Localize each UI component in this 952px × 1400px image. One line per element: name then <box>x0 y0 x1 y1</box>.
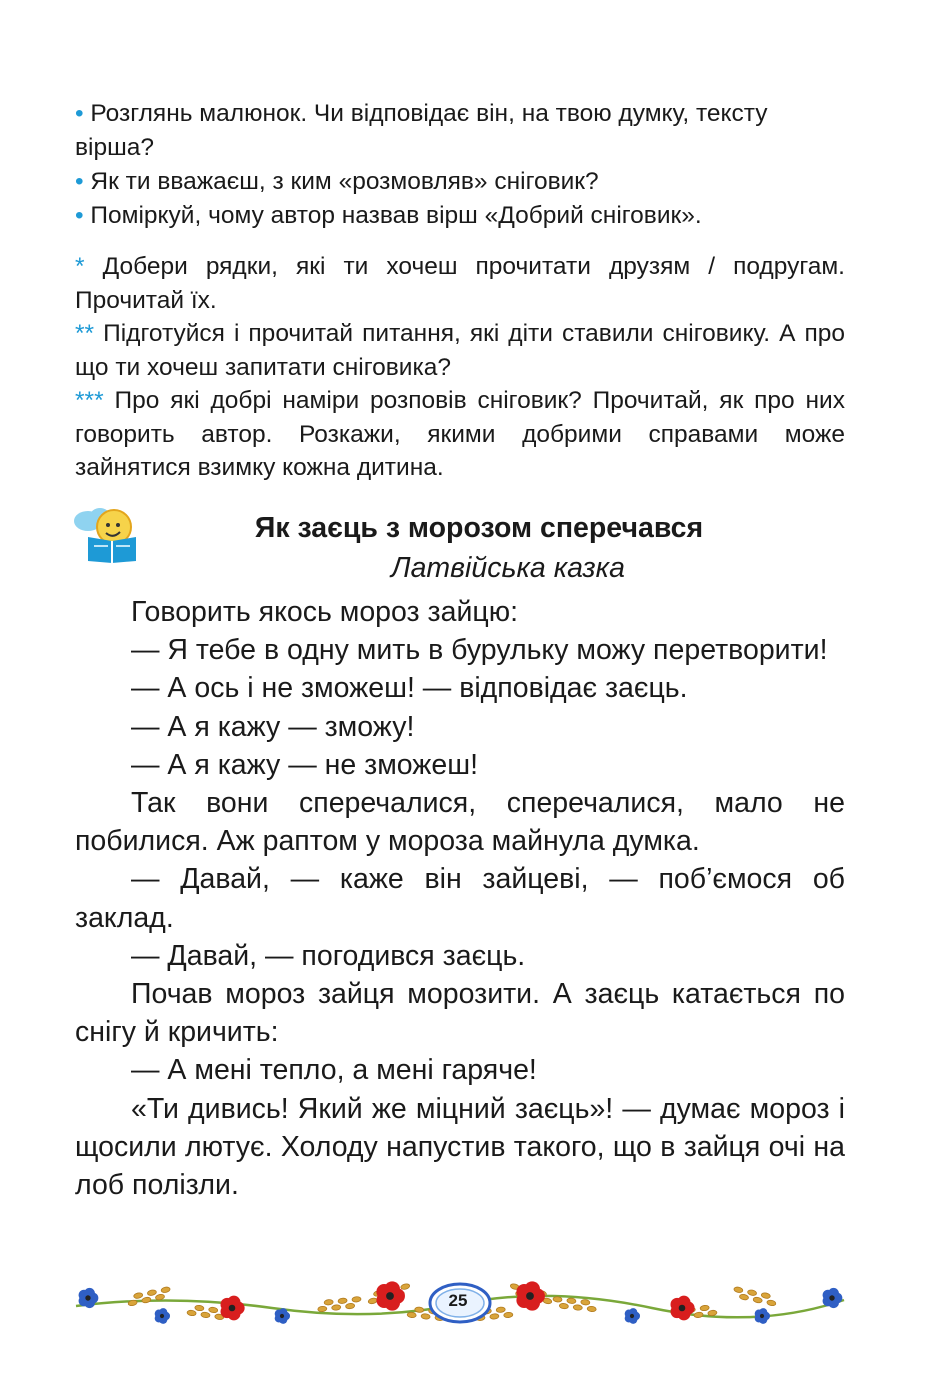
wheat-ear-icon <box>126 1286 171 1306</box>
cornflower-icon <box>823 1288 843 1308</box>
story-paragraph: — Я тебе в одну мить в бурульку можу перетворити! <box>131 634 828 667</box>
page-number: 25 <box>448 1291 468 1310</box>
difficulty-stars: ** <box>75 320 95 347</box>
difficulty-stars: * <box>75 253 85 280</box>
question-item <box>75 199 845 233</box>
task-text: Добери рядки, які ти хочеш прочитати друзям / подругам. Прочитай їх. <box>75 253 845 314</box>
cornflower-icon <box>155 1308 170 1324</box>
cornflower-icon <box>755 1308 770 1324</box>
question-item <box>75 97 845 165</box>
story-paragraph: — А ось і не зможеш! — відповідає заєць. <box>131 672 688 705</box>
bullet-icon: • <box>75 100 84 127</box>
wheat-ear-icon <box>317 1296 362 1312</box>
cornflower-icon <box>625 1308 640 1324</box>
story-paragraph: — А я кажу — не зможеш! <box>131 748 479 781</box>
question-text: Поміркуй, чому автор назвав вірш «Добрий сніговик». <box>90 202 702 229</box>
story-paragraph: Так вони сперечалися, сперечалися, мало не побилися. Аж раптом у мороза майнула думка. <box>75 787 845 858</box>
story-paragraph: «Ти дивись! Який же міцний заєць»! — думає мороз і щосили лютує. Холоду напустив такого, що в зайця очі на лоб полізли. <box>75 1092 845 1202</box>
story-paragraph: — Давай, — каже він зайцеві, — поб’ємося об заклад. <box>75 863 845 934</box>
story-paragraph: Почав мороз зайця морозити. А заєць катається по снігу й кричить: <box>75 978 845 1049</box>
story-paragraph: Говорить якось мороз зайцю: <box>131 596 518 628</box>
bullet-icon: • <box>75 202 84 229</box>
poppy-icon <box>221 1296 245 1321</box>
task-item <box>75 384 845 485</box>
poppy-icon <box>671 1296 695 1321</box>
tasks-list <box>75 250 845 485</box>
task-text: Про які добрі наміри розповів сніговик? Прочитай, як про них говорить автор. Розкажи, якими добрими справами може зайнятися взимку кожна дитина. <box>75 387 845 481</box>
task-text: Підготуйся і прочитай питання, які діти ставили сніговику. А про що ти хочеш запитати сніговика? <box>75 320 845 381</box>
questions-list <box>75 97 845 233</box>
task-item <box>75 317 845 384</box>
difficulty-stars: *** <box>75 387 104 414</box>
question-item <box>75 165 845 199</box>
story-paragraph: — Давай, — погодився заєць. <box>131 939 526 972</box>
task-item <box>75 250 845 317</box>
story-title: Як заєць з морозом сперечався <box>254 512 704 544</box>
question-text: Як ти вважаєш, з ким «розмовляв» сніговик? <box>90 168 599 195</box>
story-subtitle: Латвійська казка <box>391 552 625 584</box>
poppy-icon <box>376 1281 405 1310</box>
bullet-icon: • <box>75 168 84 195</box>
wheat-ear-icon <box>732 1286 777 1306</box>
poppy-icon <box>516 1281 545 1310</box>
story-paragraph: — А я кажу — зможу! <box>131 710 415 743</box>
question-text: Розглянь малюнок. Чи відповідає він, на твою думку, тексту вірша? <box>75 100 768 161</box>
story-text <box>75 593 845 1204</box>
story-paragraph: — А мені тепло, а мені гаряче! <box>131 1054 537 1087</box>
